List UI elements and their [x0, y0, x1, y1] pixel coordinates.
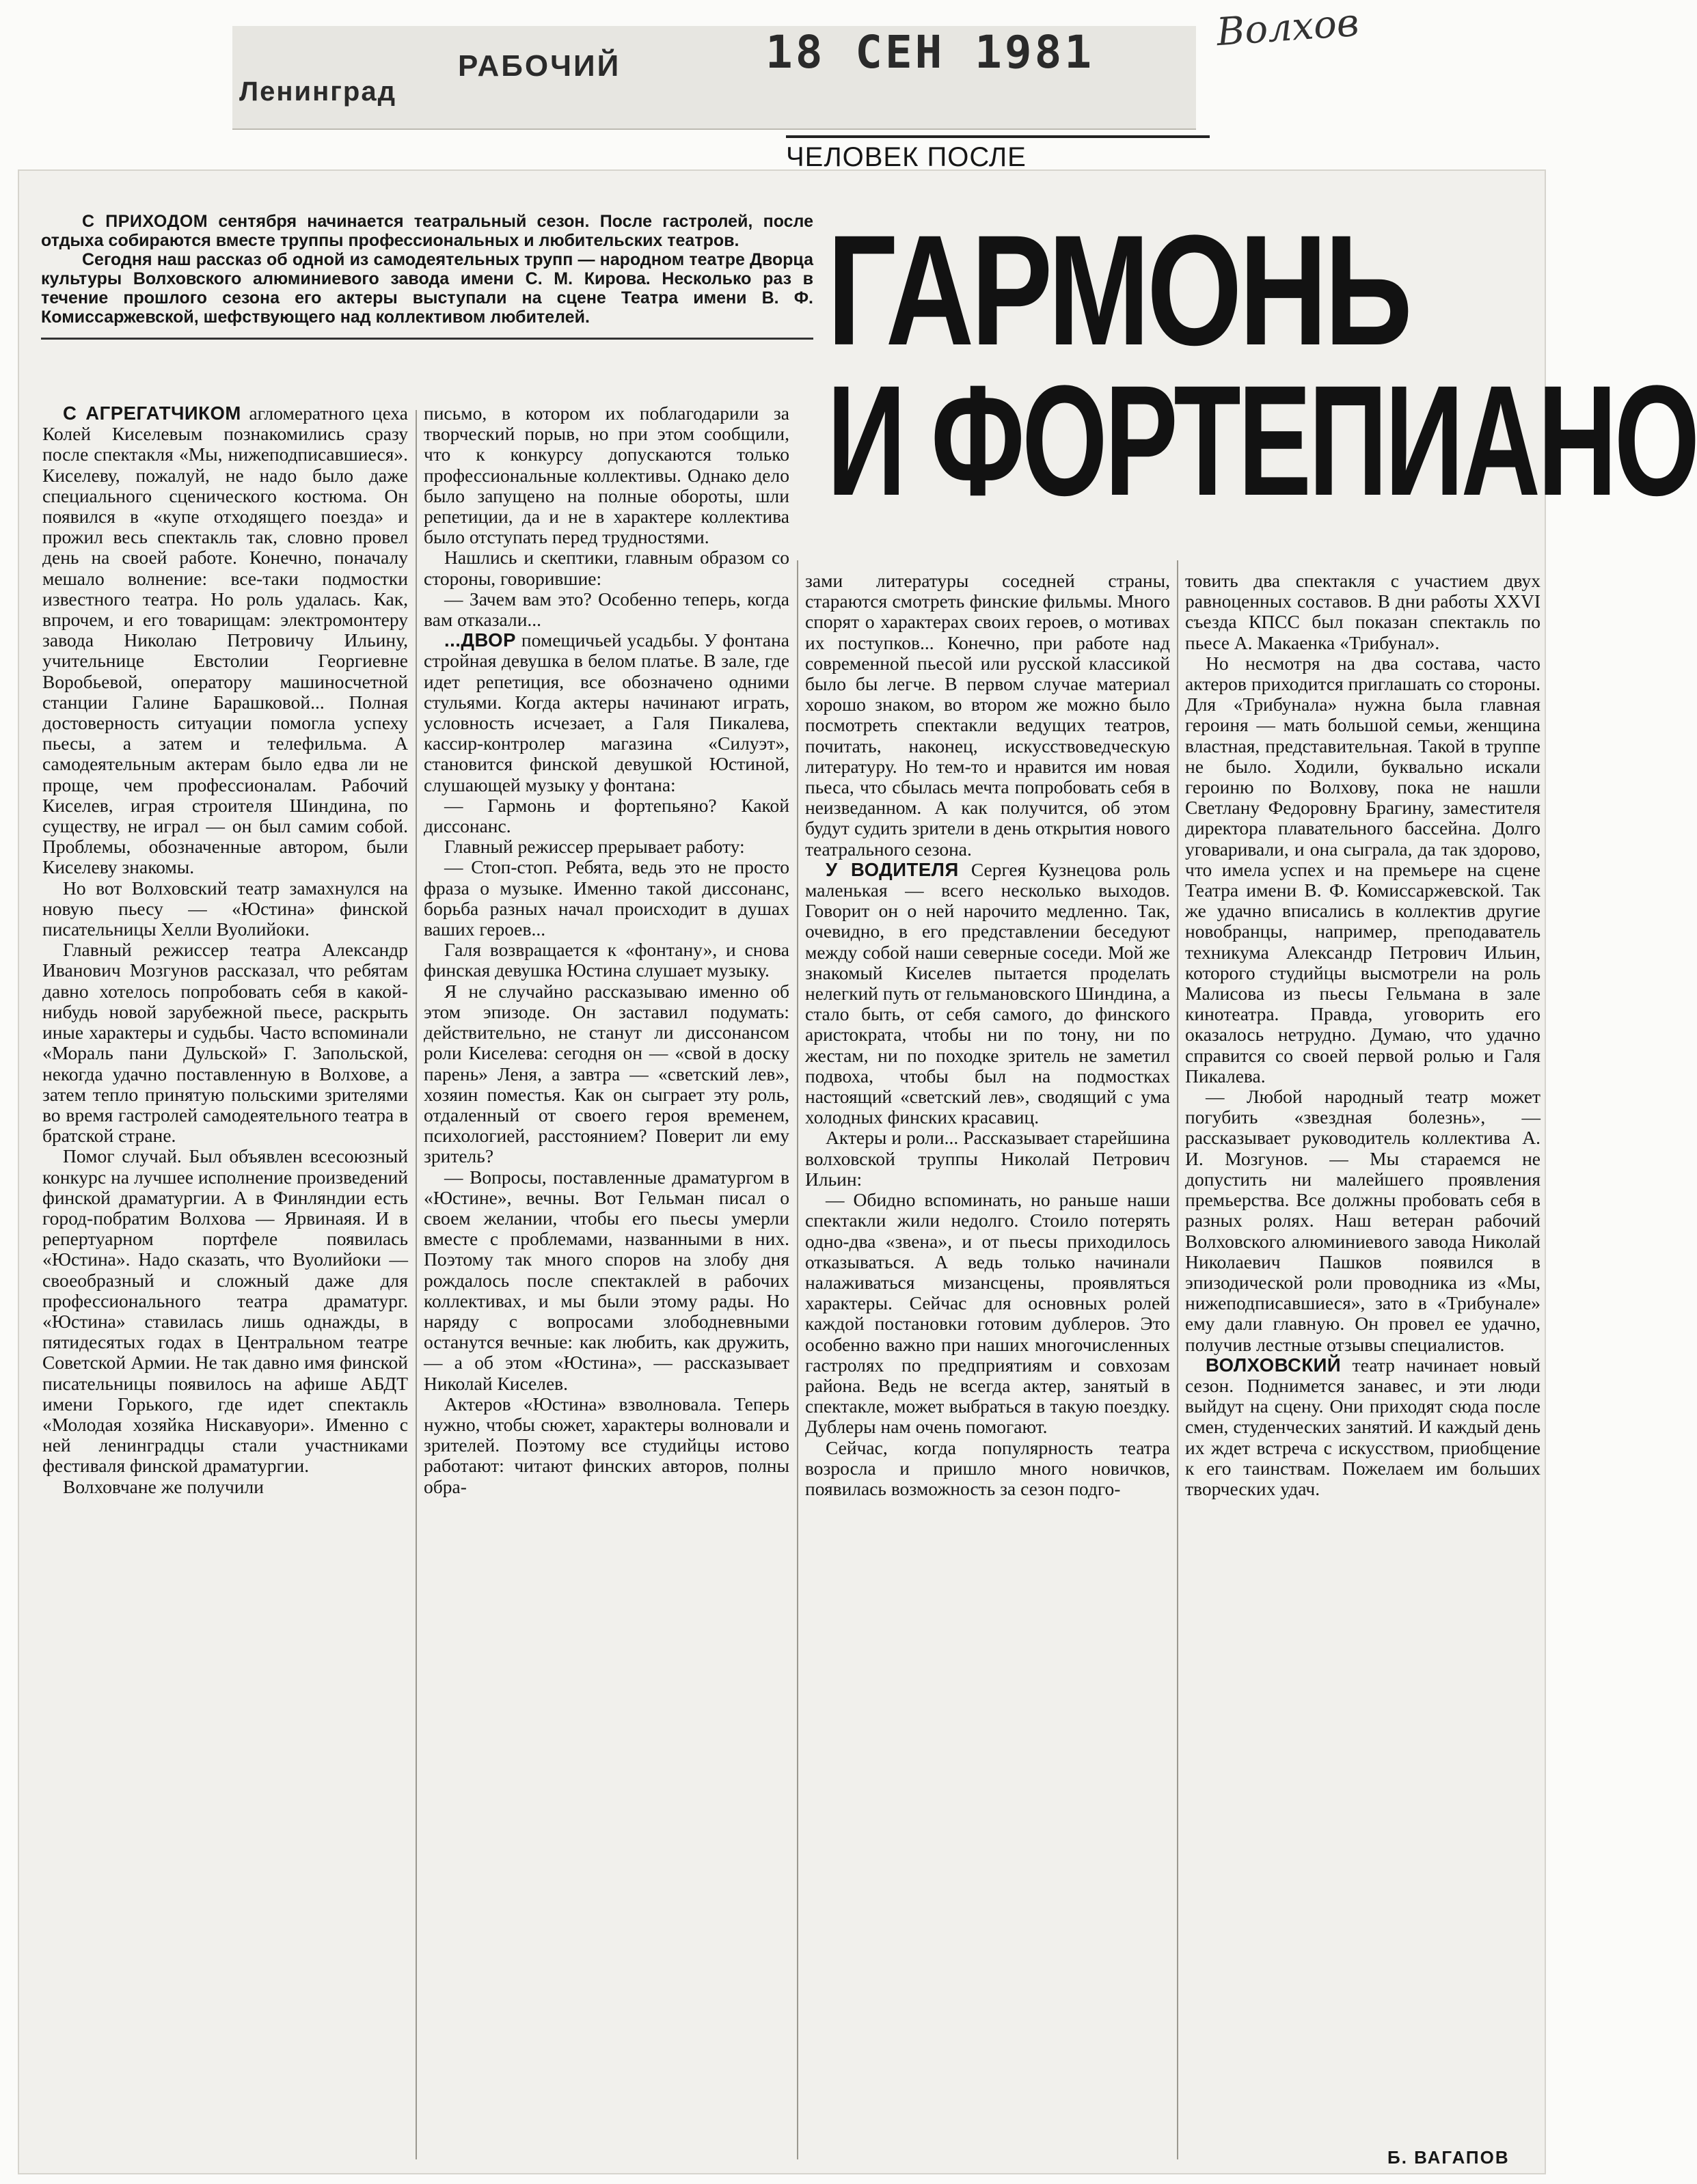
col1-text-2: Но вот Волховский театр замахнулся на новую пьесу — «Юстина» финской писательницы Хелли Вуолийоки. — [42, 877, 408, 940]
col4-text-3: — Любой народный театр может погубить «звездная болезнь», — рассказывает руководитель коллектива А. И. Мозгунов. — Мы стараемся не допустить ни малейшего проявления премьерства. Все должны пробовать себя в разных ролях. Наш ветеран рабочий Волховского алюминиевого завода Николай Николаевич Пашков появился в эпизодической роли проводника из «Мы, нижеподписавшиеся», зато в «Трибунале» ему дали главную. Он провел ее удачно, получив лестные отзывы специалистов. — [1185, 1086, 1540, 1355]
lead-cap: С ПРИХОДОМ — [82, 212, 208, 231]
article-column-4 — [1185, 571, 1540, 2135]
col3-text-3: Актеры и роли... Рассказывает старейшина волховской труппы Николай Петрович Ильин: — [805, 1127, 1170, 1190]
article-headline — [827, 202, 1697, 528]
column-divider-1 — [416, 410, 417, 2159]
col1-text-1: агломератного цеха Колей Киселевым познакомились сразу после спектакля «Мы, нижеподписавшиеся». Киселеву, пожалуй, не надо было даже специального сценического костюма. Он появился в «купе отходящего поезда» и прожил весь спектакль так, словно провел день на своей работе. Конечно, поначалу мешало волнение: все-таки подмостки известного театра. Но роль удалась. Как, впрочем, и его товарищам: электромонтеру завода Николаю Петровичу Ильину, учительнице Евстолии Георгиевне Воробьевой, оператору машиносчетной станции Галине Барашковой... Полная достоверность ситуации помогла успеху пьесы, а затем и телефильма. А самодеятельным актерам было едва ли не проще, чем профессионалам. Рабочий Киселев, играя строителя Шиндина, по существу, не играл — он был самим собой. Проблемы, обозначенные автором, были Киселеву знакомы. — [42, 402, 409, 878]
article-column-1 — [42, 403, 408, 2153]
col2-text-4: помещичьей усадьбы. У фонтана стройная девушка в белом платье. В зале, где идет репетиция, все обозначено одними стульями. Когда актеры начинают играть, условность исчезает, а Галя Пикалева, кассир-контролер магазина «Силуэт», становится финской девушкой Юстиной, слушающей музыку у фонтана: — [424, 629, 789, 795]
col3-text-5: Сейчас, когда популярность театра возросла и пришло много новичков, появилась возможность за сезон подго- — [805, 1436, 1170, 1499]
col4-text-4: театр начинает новый сезон. Поднимется занавес, и эти люди выйдут на сцену. Они приходят сюда после смен, студенческих занятий. И каждый день их ждет встреча с искусством, приобщение к его таинствам. Пожелаем им больших творческих удач. — [1185, 1354, 1540, 1499]
city-stamp: Ленинград — [239, 77, 396, 107]
col2-text-11: Актеров «Юстина» взволновала. Теперь нужно, чтобы сюжет, характеры волновали и зрителей. Поэтому все студийцы истово работают: читают финских авторов, полны обра- — [424, 1393, 789, 1497]
col2-cap: ...ДВОР — [444, 629, 516, 651]
paper-stamp: РАБОЧИЙ — [458, 49, 621, 83]
col4-text-2: Но несмотря на два состава, часто актеров приходится приглашать со стороны. Для «Трибунала» нужна была главная героиня — мать большой семьи, женщина властная, представительная. Такой в труппе не было. Ходили, буквально искали героиню по Волхову, пока не нашли Светлану Федоровну Брагину, заместителя директора плавательного бассейна. Долго уговаривали, и она сыграла, да так здорово, что имела успех и на премьере на сцене Театра имени В. Ф. Комиссаржевской. Так же удачно вписались в коллектив другие новобранцы, например, преподаватель техникума Александр Петрович Ильин, которого студийцы высмотрели на роль Малисова из пьесы Гельмана в зале кинотеатра. Правда, уговорить его оказалось нетрудно. Думаю, что удачно справится со своей первой ролью и Галя Пикалева. — [1185, 652, 1540, 1087]
col2-text-7: — Стоп-стоп. Ребята, ведь это не просто фраза о музыке. Именно такой диссонанс, борьба разных начал происходит в душах ваших героев... — [424, 856, 789, 940]
handwritten-note: Волхов — [1214, 0, 1361, 55]
col2-text-3: — Зачем вам это? Особенно теперь, когда вам отказали... — [424, 588, 789, 631]
col2-text-8: Галя возвращается к «фонтану», и снова финская девушка Юстина слушает музыку. — [424, 939, 789, 981]
col2-text-2: Нашлись и скептики, главным образом со стороны, говорившие: — [424, 547, 789, 589]
col2-text-9: Я не случайно рассказываю именно об этом эпизоде. Он заставил подумать: действительно, не станут ли диссонансом роли Киселева: сегодня он — «свой в доску парень» Леня, а завтра — «светский лев», хозяин поместья. Как он сыграет эту роль, отдаленный от своего героя временем, психологией, расстоянием? Поверит ли ему зритель? — [424, 980, 789, 1167]
date-stamp: 18 СЕН 1981 — [765, 26, 1095, 79]
author-signature: Б. ВАГАПОВ — [1387, 2147, 1510, 2168]
col2-text-1: письмо, в котором их поблагодарили за творческий порыв, но при этом сообщили, что к конкурсу допускаются только профессиональные коллективы. Однако дело было запущено на полные обороты, шли репетиции, да и не в характере коллектива было отступать перед трудностями. — [424, 402, 789, 548]
article-column-3 — [805, 571, 1170, 2156]
col3-text-2: Сергея Кузнецова роль маленькая — всего несколько выходов. Говорит он о ней нарочито медленно. Так, очевидно, в его представлении беседуют между собой наши северные соседи. Мой же знакомый Киселев пытается проделать нелегкий путь от гельмановского Шиндина, а стало быть, от себя самого, до финского аристократа, чтобы ни по тону, ни по жестам, ни по походке зритель не заметил подвоха, чтобы был на подмостках настоящий «светский лев», сводящий с ума холодных финских красавиц. — [805, 858, 1170, 1128]
rubric-label: ЧЕЛОВЕК ПОСЛЕ — [786, 135, 1210, 180]
col1-text-3: Главный режиссер театра Александр Иванович Мозгунов рассказал, что ребятам давно хотелось попробовать себя в какой-нибудь новой зарубежной пьесе, раскрыть иные характеры и судьбы. Часто вспоминали «Мораль пани Дульской» Г. Запольской, некогда удачно поставленную в Волхове, а затем тепло принятую польскими зрителями во время гастролей самодеятельного театра в братской стране. — [42, 939, 408, 1147]
col2-text-5: — Гармонь и фортепьяно? Какой диссонанс. — [424, 794, 789, 837]
col1-cap: С АГРЕГАТЧИКОМ — [63, 402, 241, 424]
lead-text-1: сентября начинается театральный сезон. После гастролей, после отдыха собираются вместе труппы профессиональных и любительских театров. — [41, 212, 813, 250]
col1-text-5: Волховчане же получили — [63, 1475, 264, 1497]
lead-paragraph — [41, 212, 813, 340]
column-divider-2 — [797, 560, 798, 2159]
col3-text-1: зами литературы соседней страны, стараются смотреть финские фильмы. Много спорят о характерах своих героев, о мотивах их поступков... Конечно, при работе над современной пьесой или русской классикой было бы легче. В первом случае материал хорошо знаком, во втором же можно было посмотреть спектакли ведущих театров, почитать, наконец, искусствоведческую литературу. Но тем-то и нравится им новая пьеса, что сбылась мечта попробовать себя в неизведанном. А как получится, об этом будут судить зрители в день открытия нового театрального сезона. — [805, 570, 1170, 860]
col1-text-4: Помог случай. Был объявлен всесоюзный конкурс на лучшее исполнение произведений финской драматургии. А в Финляндии есть город-побратим Волхова — Ярвинаяя. И в репертуарном портфеле появилась «Юстина». Надо сказать, что Вуолийоки — своеобразный и сложный даже для профессионального театра драматург. «Юстина» ставилась лишь однажды, в пятидесятых годах в Центральном театре Советской Армии. Не так давно имя финской писательницы появилось на афише АБДТ имени Горького, где идет спектакль «Молодая хозяйка Нискавуори». Именно с ней ленинградцы стали участниками фестиваля финской драматургии. — [42, 1145, 408, 1477]
col3-cap: У ВОДИТЕЛЯ — [826, 858, 959, 880]
headline-line-1: ГАРМОНЬ — [827, 202, 1409, 378]
col3-text-4: — Обидно вспоминать, но раньше наши спектакли жили недолго. Стоило потерять одно-два «звена», и от пьесы приходилось отказываться. А ведь только начинали налаживаться мизансцены, проявляться характеры. Сейчас для основных ролей каждой постановки готовим дублеров. Это особенно важно при наших многочисленных гастролях по предприятиям и совхозам района. Ведь не всегда актер, занятый в спектакле, может выбраться в такую поездку. Дублеры нам очень помогают. — [805, 1189, 1170, 1438]
column-divider-3 — [1177, 560, 1178, 2159]
article-column-2 — [424, 403, 789, 2153]
col4-text-1: товить два спектакля с участием двух равноценных составов. В дни работы XXVI съезда КПСС был показан спектакль по пьесе А. Макаенка «Трибунал». — [1185, 570, 1540, 653]
col2-text-10: — Вопросы, поставленные драматургом в «Юстине», вечны. Вот Гельман писал о своем желании, чтобы его пьесы умерли вместе с проблемами, названными в них. Поэтому так много споров на злобу дня рождалось после спектаклей в рабочих коллективах, и мы были этому рады. Но наряду с вопросами злободневными останутся вечные: как любить, как дружить, — а об этом «Юстина», — рассказывает Николай Киселев. — [424, 1166, 789, 1394]
lead-text-2: Сегодня наш рассказ об одной из самодеятельных трупп — народном театре Дворца культуры Волховского алюминиевого завода имени С. М. Кирова. Несколько раз в течение прошлого сезона его актеры выступали на сцене Театра имени В. Ф. Комиссаржевской, шефствующего над коллективом любителей. — [41, 250, 813, 327]
headline-line-2: И ФОРТЕПИАНО — [827, 353, 1697, 528]
col2-text-6: Главный режиссер прерывает работу: — [444, 836, 745, 858]
col4-cap: ВОЛХОВСКИЙ — [1206, 1354, 1342, 1376]
